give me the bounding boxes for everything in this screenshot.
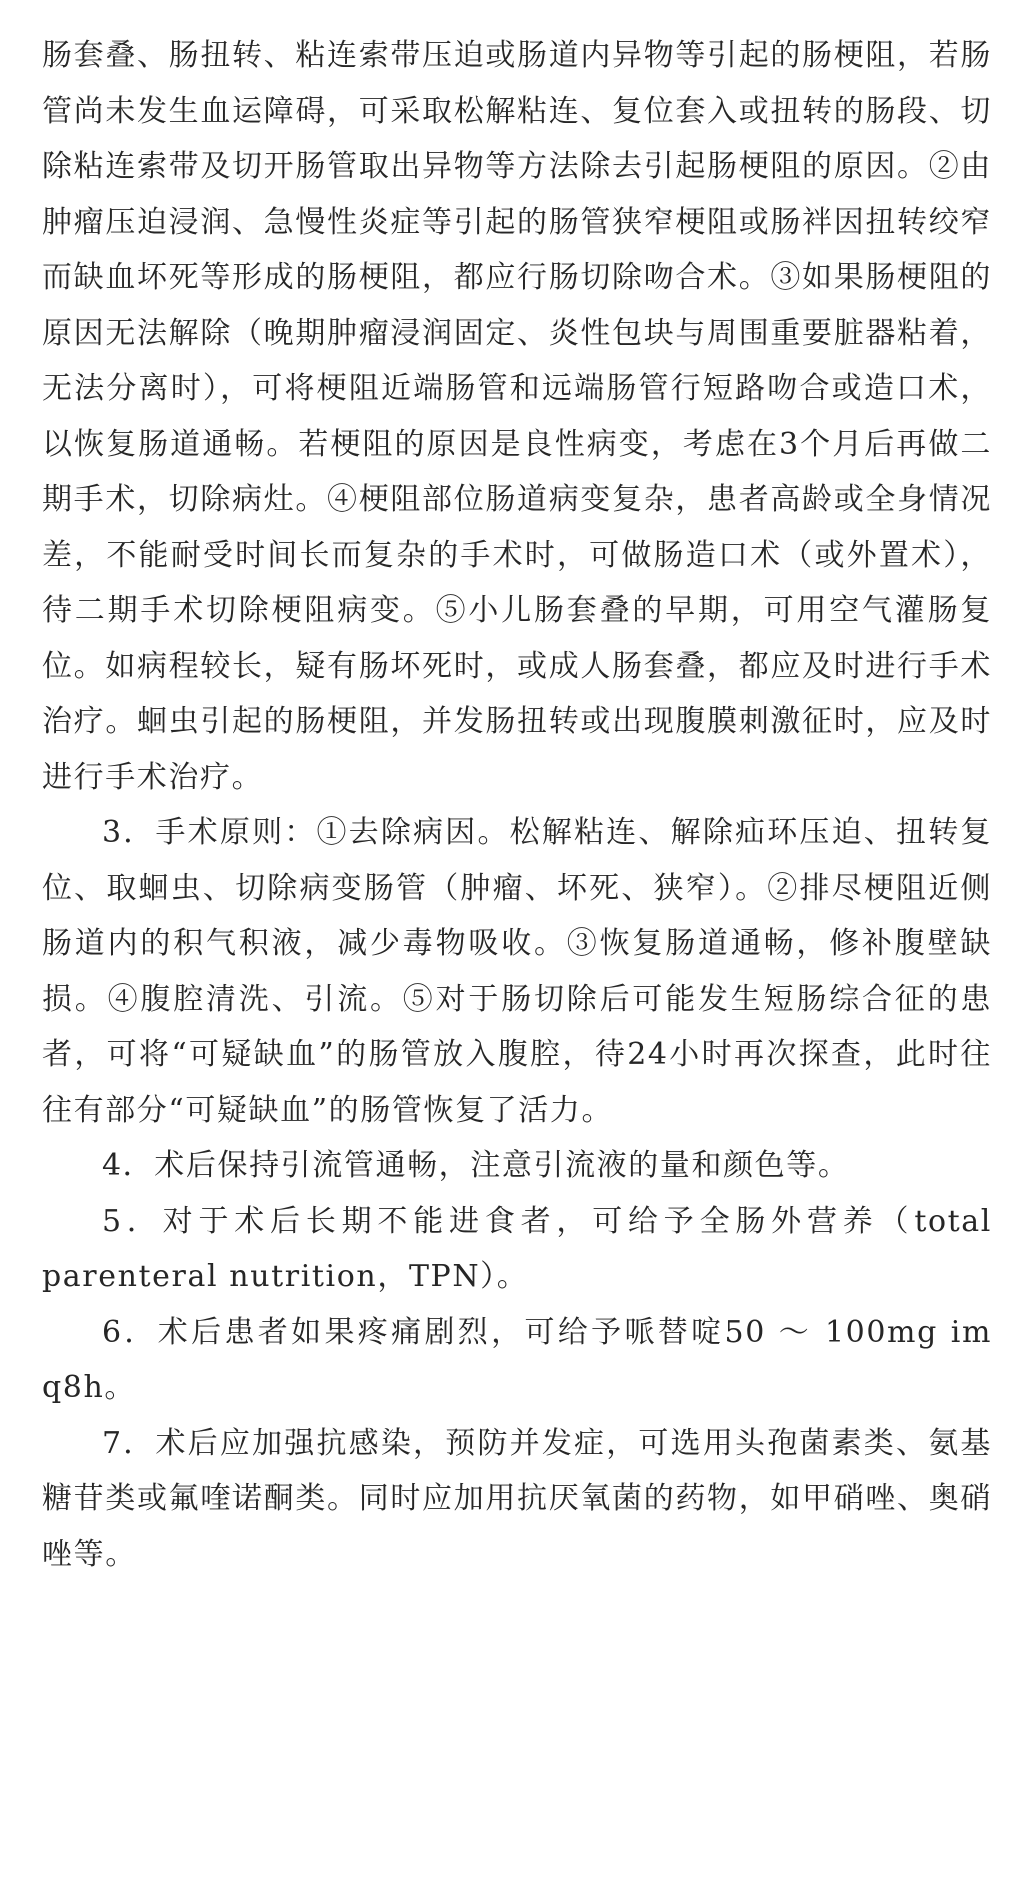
body-text bbox=[42, 28, 992, 1582]
paragraph-item-3-surgical-principles: 3．手术原则：①去除病因。松解粘连、解除疝环压迫、扭转复位、取蛔虫、切除病变肠管（肿瘤、坏死、狭窄）。②排尽梗阻近侧肠道内的积气积液，减少毒物吸收。③恢复肠道通畅，修补腹壁缺损。④腹腔清洗、引流。⑤对于肠切除后可能发生短肠综合征的患者，可将“可疑缺血”的肠管放入腹腔，待24小时再次探查，此时往往有部分“可疑缺血”的肠管恢复了活力。 bbox=[42, 815, 992, 1128]
paragraph-item-4-drainage: 4．术后保持引流管通畅，注意引流液的量和颜色等。 bbox=[102, 1148, 850, 1183]
paragraph-item-6-analgesia: 6．术后患者如果疼痛剧烈，可给予哌替啶50 ～ 100mg im q8h。 bbox=[42, 1314, 992, 1405]
paragraph-item-5-tpn: 5．对于术后长期不能进食者，可给予全肠外营养（total parenteral nutrition，TPN）。 bbox=[42, 1203, 992, 1294]
paragraph-continuation: 肠套叠、肠扭转、粘连索带压迫或肠道内异物等引起的肠梗阻，若肠管尚未发生血运障碍，可采取松解粘连、复位套入或扭转的肠段、切除粘连索带及切开肠管取出异物等方法除去引起肠梗阻的原因。②由肿瘤压迫浸润、急慢性炎症等引起的肠管狭窄梗阻或肠袢因扭转绞窄而缺血坏死等形成的肠梗阻，都应行肠切除吻合术。③如果肠梗阻的原因无法解除（晚期肿瘤浸润固定、炎性包块与周围重要脏器粘着，无法分离时），可将梗阻近端肠管和远端肠管行短路吻合或造口术，以恢复肠道通畅。若梗阻的原因是良性病变，考虑在3个月后再做二期手术，切除病灶。④梗阻部位肠道病变复杂，患者高龄或全身情况差，不能耐受时间长而复杂的手术时，可做肠造口术（或外置术），待二期手术切除梗阻病变。⑤小儿肠套叠的早期，可用空气灌肠复位。如病程较长，疑有肠坏死时，或成人肠套叠，都应及时进行手术治疗。蛔虫引起的肠梗阻，并发肠扭转或出现腹膜刺激征时，应及时进行手术治疗。 bbox=[42, 38, 992, 795]
paragraph-item-7-anti-infection: 7．术后应加强抗感染，预防并发症，可选用头孢菌素类、氨基糖苷类或氟喹诺酮类。同时应加用抗厌氧菌的药物，如甲硝唑、奥硝唑等。 bbox=[42, 1425, 992, 1572]
